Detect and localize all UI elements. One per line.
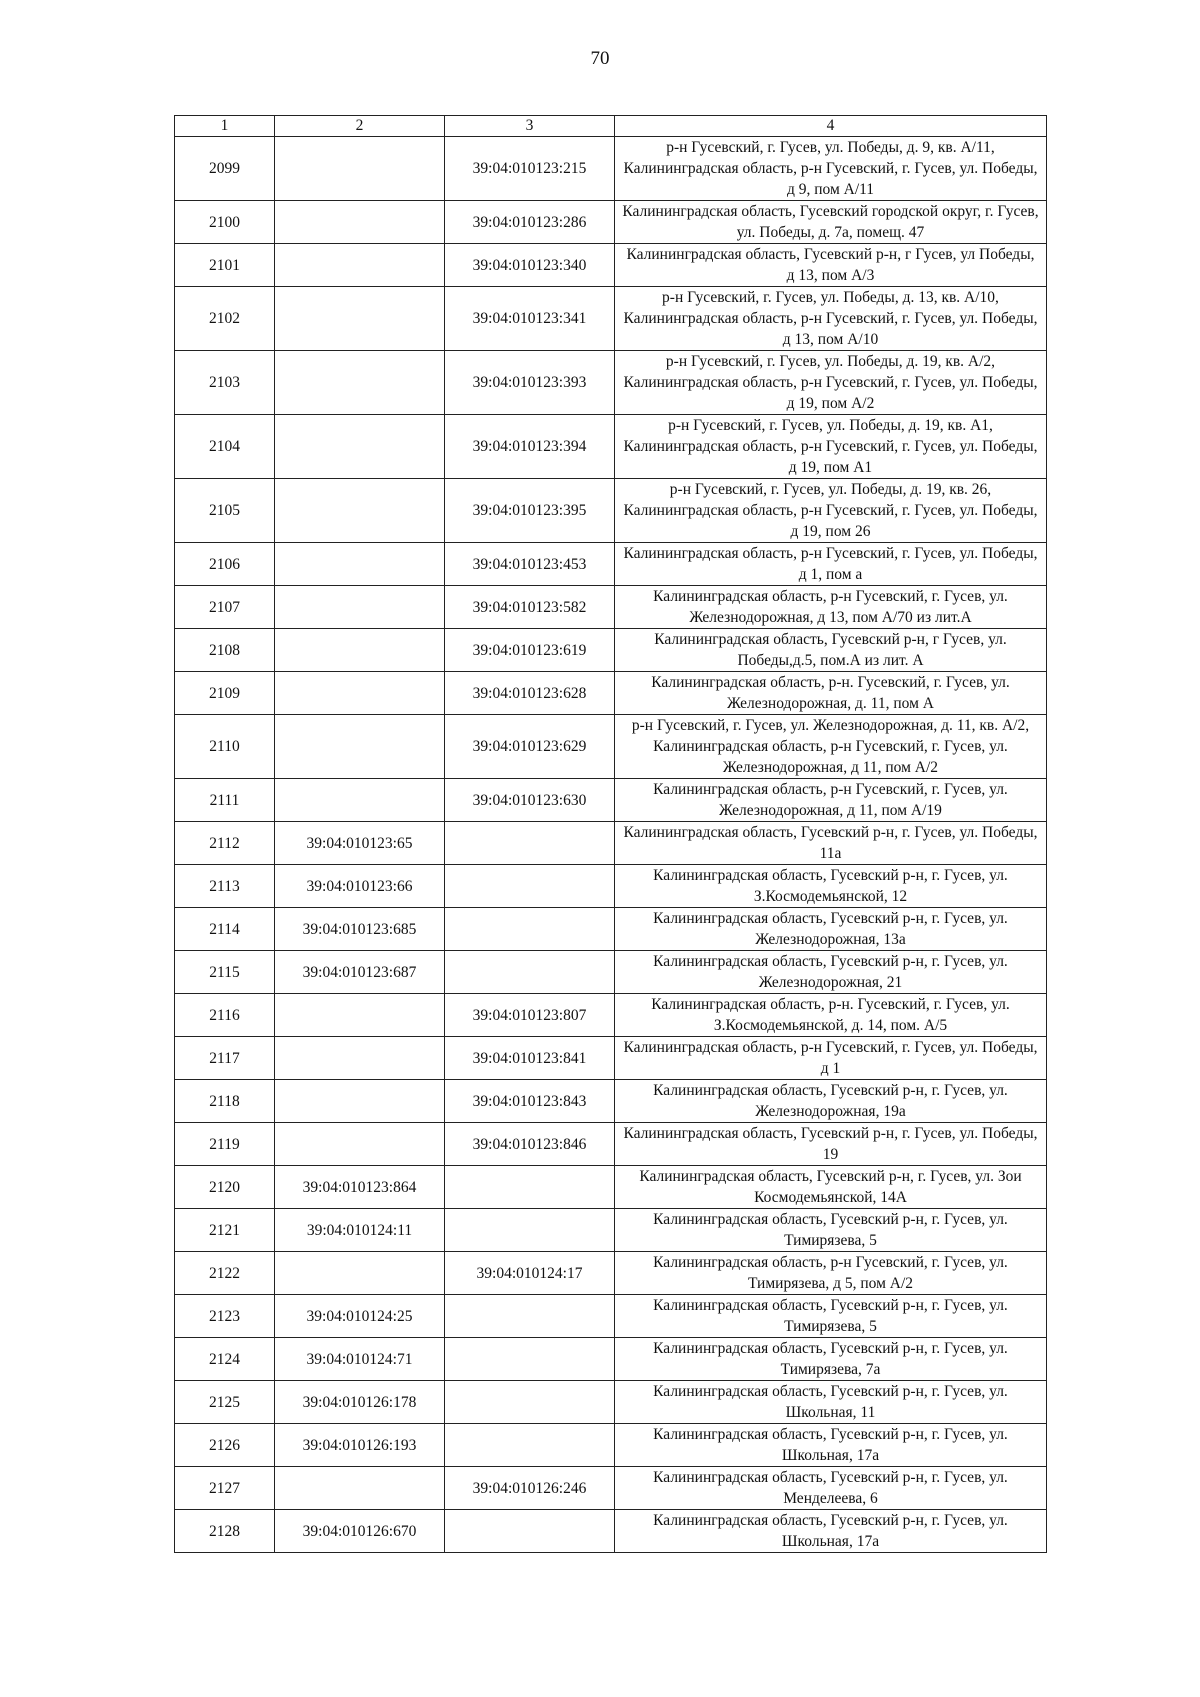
table-body bbox=[175, 137, 1047, 1553]
cadastral-number-cell bbox=[275, 1123, 445, 1166]
cadastral-number-cell: 39:04:010123:687 bbox=[275, 951, 445, 994]
address-cell: Калининградская область, Гусевский р-н, г. Гусев, ул. Зои Космодемьянской, 14А bbox=[615, 1166, 1047, 1209]
premises-cadastral-cell: 39:04:010123:630 bbox=[445, 779, 615, 822]
row-number-cell: 2115 bbox=[175, 951, 275, 994]
premises-cadastral-cell: 39:04:010123:394 bbox=[445, 415, 615, 479]
table-row bbox=[175, 1295, 1047, 1338]
cadastral-number-cell bbox=[275, 415, 445, 479]
table-row bbox=[175, 479, 1047, 543]
address-cell: Калининградская область, Гусевский р-н, г. Гусев, ул. З.Космодемьянской, 12 bbox=[615, 865, 1047, 908]
cadastral-number-cell bbox=[275, 244, 445, 287]
table-row bbox=[175, 629, 1047, 672]
address-cell: Калининградская область, Гусевский р-н, г. Гусев, ул. Железнодорожная, 19а bbox=[615, 1080, 1047, 1123]
row-number-cell: 2101 bbox=[175, 244, 275, 287]
address-cell: Калининградская область, Гусевский р-н, г. Гусев, ул. Школьная, 11 bbox=[615, 1381, 1047, 1424]
cadastral-number-cell bbox=[275, 287, 445, 351]
address-cell: Калининградская область, Гусевский р-н, г. Гусев, ул. Победы, 19 bbox=[615, 1123, 1047, 1166]
address-cell: Калининградская область, р-н. Гусевский, г. Гусев, ул. Железнодорожная, д. 11, пом А bbox=[615, 672, 1047, 715]
table-row bbox=[175, 415, 1047, 479]
header-row bbox=[175, 116, 1047, 137]
premises-cadastral-cell bbox=[445, 1295, 615, 1338]
premises-cadastral-cell: 39:04:010123:453 bbox=[445, 543, 615, 586]
table-row bbox=[175, 672, 1047, 715]
premises-cadastral-cell: 39:04:010123:628 bbox=[445, 672, 615, 715]
row-number-cell: 2120 bbox=[175, 1166, 275, 1209]
address-cell: р-н Гусевский, г. Гусев, ул. Победы, д. 19, кв. А/2, Калининградская область, р-н Гусевский, г. Гусев, ул. Победы, д 19, пом А/2 bbox=[615, 351, 1047, 415]
cadastral-number-cell bbox=[275, 351, 445, 415]
premises-cadastral-cell: 39:04:010126:246 bbox=[445, 1467, 615, 1510]
row-number-cell: 2125 bbox=[175, 1381, 275, 1424]
cadastral-number-cell bbox=[275, 543, 445, 586]
premises-cadastral-cell bbox=[445, 822, 615, 865]
row-number-cell: 2117 bbox=[175, 1037, 275, 1080]
premises-cadastral-cell: 39:04:010123:582 bbox=[445, 586, 615, 629]
table-row bbox=[175, 1510, 1047, 1553]
table-row bbox=[175, 1209, 1047, 1252]
row-number-cell: 2103 bbox=[175, 351, 275, 415]
table-row bbox=[175, 1381, 1047, 1424]
table-row bbox=[175, 244, 1047, 287]
table-row bbox=[175, 822, 1047, 865]
cadastral-number-cell: 39:04:010124:11 bbox=[275, 1209, 445, 1252]
row-number-cell: 2126 bbox=[175, 1424, 275, 1467]
table-row bbox=[175, 1037, 1047, 1080]
cadastral-number-cell: 39:04:010124:71 bbox=[275, 1338, 445, 1381]
premises-cadastral-cell: 39:04:010123:286 bbox=[445, 201, 615, 244]
row-number-cell: 2099 bbox=[175, 137, 275, 201]
table-row bbox=[175, 543, 1047, 586]
row-number-cell: 2107 bbox=[175, 586, 275, 629]
header-col-3: 3 bbox=[445, 116, 615, 137]
table-row bbox=[175, 951, 1047, 994]
premises-cadastral-cell bbox=[445, 865, 615, 908]
row-number-cell: 2112 bbox=[175, 822, 275, 865]
premises-cadastral-cell bbox=[445, 1510, 615, 1553]
address-cell: Калининградская область, Гусевский р-н, г Гусев, ул Победы, д 13, пом А/3 bbox=[615, 244, 1047, 287]
table-row bbox=[175, 779, 1047, 822]
address-cell: р-н Гусевский, г. Гусев, ул. Победы, д. 19, кв. 26, Калининградская область, р-н Гусевский, г. Гусев, ул. Победы, д 19, пом 26 bbox=[615, 479, 1047, 543]
cadastral-number-cell bbox=[275, 1467, 445, 1510]
table-row bbox=[175, 287, 1047, 351]
premises-cadastral-cell: 39:04:010123:340 bbox=[445, 244, 615, 287]
cadastral-number-cell: 39:04:010123:66 bbox=[275, 865, 445, 908]
header-col-1: 1 bbox=[175, 116, 275, 137]
cadastral-number-cell: 39:04:010126:670 bbox=[275, 1510, 445, 1553]
premises-cadastral-cell: 39:04:010123:393 bbox=[445, 351, 615, 415]
address-cell: Калининградская область, Гусевский р-н, г. Гусев, ул. Школьная, 17а bbox=[615, 1510, 1047, 1553]
premises-cadastral-cell bbox=[445, 1381, 615, 1424]
address-cell: Калининградская область, Гусевский р-н, г. Гусев, ул. Тимирязева, 5 bbox=[615, 1209, 1047, 1252]
premises-cadastral-cell: 39:04:010123:843 bbox=[445, 1080, 615, 1123]
row-number-cell: 2108 bbox=[175, 629, 275, 672]
premises-cadastral-cell: 39:04:010123:215 bbox=[445, 137, 615, 201]
table-row bbox=[175, 1424, 1047, 1467]
header-col-4: 4 bbox=[615, 116, 1047, 137]
cadastral-number-cell bbox=[275, 994, 445, 1037]
row-number-cell: 2121 bbox=[175, 1209, 275, 1252]
address-cell: р-н Гусевский, г. Гусев, ул. Победы, д. 9, кв. А/11, Калининградская область, р-н Гусевский, г. Гусев, ул. Победы, д 9, пом А/11 bbox=[615, 137, 1047, 201]
premises-cadastral-cell: 39:04:010124:17 bbox=[445, 1252, 615, 1295]
table-row bbox=[175, 908, 1047, 951]
address-cell: Калининградская область, Гусевский р-н, г. Гусев, ул. Тимирязева, 7а bbox=[615, 1338, 1047, 1381]
table-row bbox=[175, 994, 1047, 1037]
address-cell: Калининградская область, р-н Гусевский, г. Гусев, ул. Победы, д 1, пом а bbox=[615, 543, 1047, 586]
premises-cadastral-cell: 39:04:010123:629 bbox=[445, 715, 615, 779]
address-cell: р-н Гусевский, г. Гусев, ул. Победы, д. 19, кв. А1, Калининградская область, р-н Гусевский, г. Гусев, ул. Победы, д 19, пом А1 bbox=[615, 415, 1047, 479]
table-row bbox=[175, 715, 1047, 779]
table-row bbox=[175, 1123, 1047, 1166]
premises-cadastral-cell: 39:04:010123:846 bbox=[445, 1123, 615, 1166]
row-number-cell: 2111 bbox=[175, 779, 275, 822]
page-number: 70 bbox=[590, 48, 610, 69]
premises-cadastral-cell bbox=[445, 1166, 615, 1209]
address-cell: Калининградская область, Гусевский р-н, г Гусев, ул. Победы,д.5, пом.А из лит. А bbox=[615, 629, 1047, 672]
address-cell: Калининградская область, р-н Гусевский, г. Гусев, ул. Победы, д 1 bbox=[615, 1037, 1047, 1080]
address-cell: Калининградская область, Гусевский городской округ, г. Гусев, ул. Победы, д. 7а, помещ. 47 bbox=[615, 201, 1047, 244]
table-row bbox=[175, 1080, 1047, 1123]
row-number-cell: 2104 bbox=[175, 415, 275, 479]
row-number-cell: 2118 bbox=[175, 1080, 275, 1123]
cadastral-number-cell bbox=[275, 479, 445, 543]
cadastral-number-cell bbox=[275, 779, 445, 822]
premises-cadastral-cell bbox=[445, 1338, 615, 1381]
row-number-cell: 2127 bbox=[175, 1467, 275, 1510]
row-number-cell: 2128 bbox=[175, 1510, 275, 1553]
row-number-cell: 2124 bbox=[175, 1338, 275, 1381]
cadastral-number-cell bbox=[275, 715, 445, 779]
row-number-cell: 2116 bbox=[175, 994, 275, 1037]
cadastral-number-cell bbox=[275, 201, 445, 244]
cadastral-number-cell: 39:04:010126:193 bbox=[275, 1424, 445, 1467]
address-cell: Калининградская область, Гусевский р-н, г. Гусев, ул. Железнодорожная, 13а bbox=[615, 908, 1047, 951]
row-number-cell: 2123 bbox=[175, 1295, 275, 1338]
cadastral-number-cell: 39:04:010123:65 bbox=[275, 822, 445, 865]
address-cell: р-н Гусевский, г. Гусев, ул. Победы, д. 13, кв. А/10, Калининградская область, р-н Гусевский, г. Гусев, ул. Победы, д 13, пом А/10 bbox=[615, 287, 1047, 351]
premises-cadastral-cell: 39:04:010123:341 bbox=[445, 287, 615, 351]
address-cell: Калининградская область, Гусевский р-н, г. Гусев, ул. Тимирязева, 5 bbox=[615, 1295, 1047, 1338]
address-cell: Калининградская область, р-н Гусевский, г. Гусев, ул. Железнодорожная, д 11, пом А/19 bbox=[615, 779, 1047, 822]
table-row bbox=[175, 586, 1047, 629]
row-number-cell: 2106 bbox=[175, 543, 275, 586]
premises-cadastral-cell bbox=[445, 951, 615, 994]
row-number-cell: 2100 bbox=[175, 201, 275, 244]
table-row bbox=[175, 351, 1047, 415]
address-cell: р-н Гусевский, г. Гусев, ул. Железнодорожная, д. 11, кв. А/2, Калининградская область, р-н Гусевский, г. Гусев, ул. Железнодорожная, д 11, пом А/2 bbox=[615, 715, 1047, 779]
cadastral-number-cell bbox=[275, 1037, 445, 1080]
row-number-cell: 2113 bbox=[175, 865, 275, 908]
table-row bbox=[175, 137, 1047, 201]
address-cell: Калининградская область, р-н Гусевский, г. Гусев, ул. Железнодорожная, д 13, пом А/70 из лит.А bbox=[615, 586, 1047, 629]
premises-cadastral-cell: 39:04:010123:807 bbox=[445, 994, 615, 1037]
cadastral-number-cell bbox=[275, 629, 445, 672]
table-header bbox=[175, 116, 1047, 137]
row-number-cell: 2102 bbox=[175, 287, 275, 351]
cadastral-number-cell bbox=[275, 1252, 445, 1295]
table-row bbox=[175, 865, 1047, 908]
address-cell: Калининградская область, р-н. Гусевский, г. Гусев, ул. З.Космодемьянской, д. 14, пом. А/5 bbox=[615, 994, 1047, 1037]
address-cell: Калининградская область, Гусевский р-н, г. Гусев, ул. Школьная, 17а bbox=[615, 1424, 1047, 1467]
premises-cadastral-cell bbox=[445, 908, 615, 951]
cadastral-number-cell: 39:04:010126:178 bbox=[275, 1381, 445, 1424]
cadastral-number-cell bbox=[275, 1080, 445, 1123]
row-number-cell: 2114 bbox=[175, 908, 275, 951]
table-row bbox=[175, 1166, 1047, 1209]
cadastral-number-cell bbox=[275, 586, 445, 629]
address-cell: Калининградская область, Гусевский р-н, г. Гусев, ул. Железнодорожная, 21 bbox=[615, 951, 1047, 994]
cadastral-number-cell: 39:04:010123:864 bbox=[275, 1166, 445, 1209]
cadastral-number-cell bbox=[275, 672, 445, 715]
premises-cadastral-cell: 39:04:010123:395 bbox=[445, 479, 615, 543]
address-cell: Калининградская область, Гусевский р-н, г. Гусев, ул. Менделеева, 6 bbox=[615, 1467, 1047, 1510]
row-number-cell: 2109 bbox=[175, 672, 275, 715]
address-cell: Калининградская область, р-н Гусевский, г. Гусев, ул. Тимирязева, д 5, пом А/2 bbox=[615, 1252, 1047, 1295]
table-row bbox=[175, 201, 1047, 244]
premises-cadastral-cell: 39:04:010123:841 bbox=[445, 1037, 615, 1080]
cadastral-number-cell: 39:04:010123:685 bbox=[275, 908, 445, 951]
address-cell: Калининградская область, Гусевский р-н, г. Гусев, ул. Победы, 11а bbox=[615, 822, 1047, 865]
property-registry-table bbox=[174, 115, 1047, 1553]
header-col-2: 2 bbox=[275, 116, 445, 137]
premises-cadastral-cell: 39:04:010123:619 bbox=[445, 629, 615, 672]
row-number-cell: 2105 bbox=[175, 479, 275, 543]
cadastral-number-cell bbox=[275, 137, 445, 201]
premises-cadastral-cell bbox=[445, 1209, 615, 1252]
table-row bbox=[175, 1252, 1047, 1295]
cadastral-number-cell: 39:04:010124:25 bbox=[275, 1295, 445, 1338]
row-number-cell: 2119 bbox=[175, 1123, 275, 1166]
table-row bbox=[175, 1467, 1047, 1510]
row-number-cell: 2122 bbox=[175, 1252, 275, 1295]
row-number-cell: 2110 bbox=[175, 715, 275, 779]
premises-cadastral-cell bbox=[445, 1424, 615, 1467]
table-row bbox=[175, 1338, 1047, 1381]
